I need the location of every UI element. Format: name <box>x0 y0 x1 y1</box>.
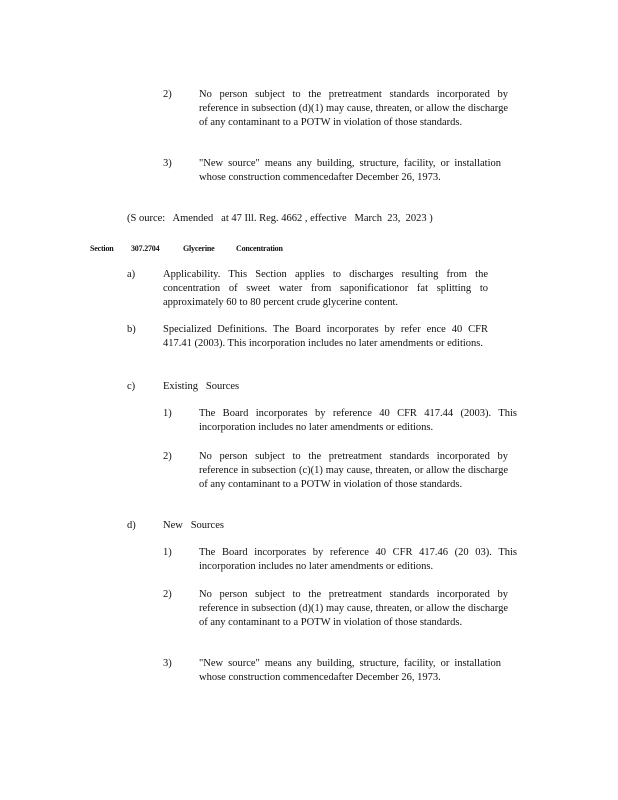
section-title-word: Concentration <box>236 244 283 253</box>
item-number: 1) <box>163 547 172 558</box>
paragraph: No person subject to the pretreatment standards incorporated by reference in subsection (d)(1) may cause, threaten, or allow the discharge of any contaminant to a POTW in violation of those standards. <box>199 89 508 128</box>
item-number: 3) <box>163 658 172 669</box>
paragraph: "New source" means any building, structure, facility, or installation whose construction commencedafter December 26, 1973. <box>199 158 501 183</box>
paragraph: "New source" means any building, structure, facility, or installation whose construction commencedafter December 26, 1973. <box>199 658 501 683</box>
subsection-letter: a) <box>127 269 136 280</box>
item-number: 2) <box>163 89 172 100</box>
item-number: 2) <box>163 589 172 600</box>
subsection-letter: c) <box>127 381 136 392</box>
source-note: (S ource: Amended at 47 Ill. Reg. 4662 , effective March 23, 2023 ) <box>127 213 433 224</box>
subsection-title: New Sources <box>163 520 224 531</box>
item-number: 2) <box>163 451 172 462</box>
section-number: 307.2704 <box>131 244 160 253</box>
paragraph: No person subject to the pretreatment standards incorporated by reference in subsection (d)(1) may cause, threaten, or allow the discharge of any contaminant to a POTW in violation of those standards. <box>199 589 508 628</box>
paragraph: The Board incorporates by reference 40 CFR 417.46 (20 03). This incorporation includes no later amendments or editions. <box>199 547 517 572</box>
paragraph: Applicability. This Section applies to discharges resulting from the concentration of sweet water from saponificationor fat splitting to approximately 60 to 80 percent crude glycerine content. <box>163 269 488 308</box>
section-label: Section <box>90 244 114 253</box>
paragraph: Specialized Definitions. The Board incorporates by refer ence 40 CFR 417.41 (2003). This incorporation includes no later amendments or editions. <box>163 324 488 349</box>
subsection-title: Existing Sources <box>163 381 240 392</box>
item-number: 1) <box>163 408 172 419</box>
paragraph: No person subject to the pretreatment standards incorporated by reference in subsection (c)(1) may cause, threaten, or allow the discharge of any contaminant to a POTW in violation of those standards. <box>199 451 508 490</box>
subsection-letter: d) <box>127 520 136 531</box>
paragraph: The Board incorporates by reference 40 CFR 417.44 (2003). This incorporation includes no later amendments or editions. <box>199 408 517 433</box>
item-number: 3) <box>163 158 172 169</box>
section-title-word: Glycerine <box>183 244 215 253</box>
subsection-letter: b) <box>127 324 136 335</box>
